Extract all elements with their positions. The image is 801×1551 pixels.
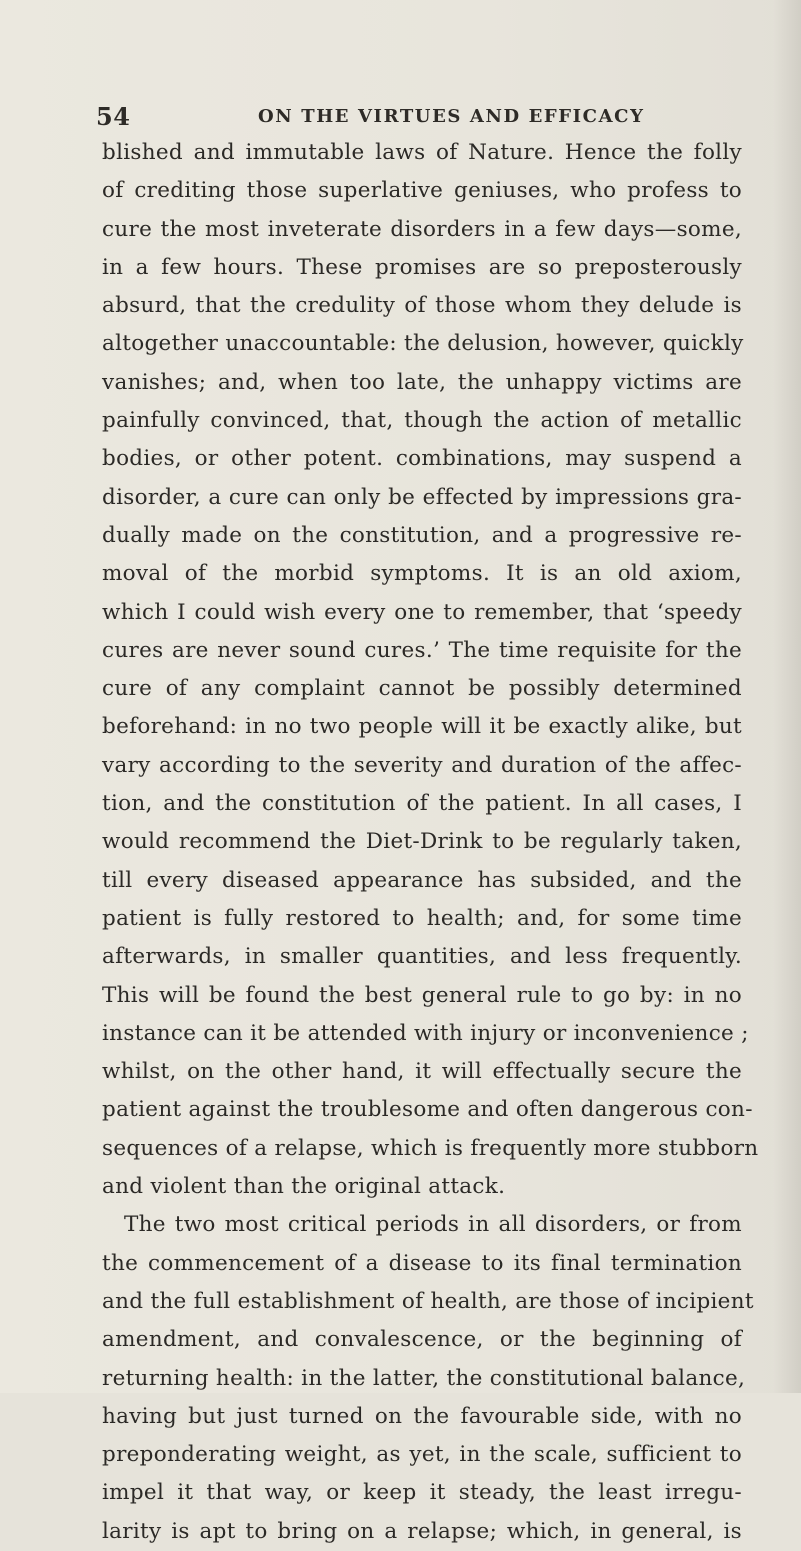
text-line: beforehand: in no two people will it be exactly alike, but — [102, 714, 742, 740]
text-line: cures are never sound cures.’ The time requisite for the — [102, 637, 742, 663]
text-line: the commencement of a disease to its final termination — [102, 1250, 742, 1276]
text-line: having but just turned on the favourable side, with no — [102, 1403, 742, 1429]
text-line: afterwards, in smaller quantities, and less frequently. — [102, 944, 742, 970]
text-line: patient against the troublesome and often dangerous con- — [102, 1097, 753, 1123]
text-line: This will be found the best general rule to go by: in no — [102, 982, 742, 1008]
text-line: tion, and the constitution of the patient. In all cases, I — [102, 791, 742, 817]
text-line: which I could wish every one to remember, that ‘speedy — [102, 599, 742, 625]
text-line: and the full establishment of health, are those of incipient — [102, 1288, 754, 1314]
text-line: returning health: in the latter, the constitutional balance, — [102, 1365, 746, 1391]
text-line: cure of any complaint cannot be possibly determined — [102, 676, 742, 702]
text-line: vary according to the severity and duration of the affec- — [102, 752, 742, 778]
text-line: of crediting those superlative geniuses, who profess to — [102, 178, 742, 204]
text-line: disorder, a cure can only be effected by impressions gra- — [102, 484, 742, 510]
text-line: sequences of a relapse, which is frequently more stubborn — [102, 1135, 759, 1161]
paragraph-start-line: The two most critical periods in all disorders, or from — [124, 1212, 742, 1238]
text-line: blished and immutable laws of Nature. Hence the folly — [102, 140, 742, 165]
body-text — [102, 134, 759, 1551]
text-line: painfully convinced, that, though the action of metallic — [102, 408, 742, 434]
page-number: 54 — [96, 102, 131, 131]
page-header — [96, 102, 756, 132]
text-line: larity is apt to bring on a relapse; which, in general, is — [102, 1518, 742, 1544]
text-line: instance can it be attended with injury or inconvenience ; — [102, 1020, 749, 1046]
text-line: altogether unaccountable: the delusion, however, quickly — [102, 331, 744, 357]
text-line: amendment, and convalescence, or the beginning of — [102, 1327, 742, 1353]
text-line: dually made on the constitution, and a progressive re- — [102, 522, 742, 548]
text-line: vanishes; and, when too late, the unhappy victims are — [102, 369, 742, 395]
text-line: absurd, that the credulity of those whom they delude is — [102, 293, 742, 319]
text-line: patient is fully restored to health; and, for some time — [102, 905, 742, 931]
text-line: preponderating weight, as yet, in the scale, sufficient to — [102, 1442, 742, 1468]
text-line: impel it that way, or keep it steady, the least irregu- — [102, 1480, 742, 1506]
page-edge-shadow — [773, 0, 801, 1393]
text-line: in a few hours. These promises are so preposterously — [102, 254, 742, 280]
text-line: whilst, on the other hand, it will effectually secure the — [102, 1059, 742, 1085]
text-line: till every diseased appearance has subsided, and the — [102, 867, 742, 893]
paragraph-end-line: and violent than the original attack. — [102, 1174, 506, 1200]
text-line: moval of the morbid symptoms. It is an old axiom, — [102, 561, 742, 587]
running-head: ON THE VIRTUES AND EFFICACY — [258, 106, 645, 127]
text-line: bodies, or other potent. combinations, may suspend a — [102, 446, 742, 472]
text-line: would recommend the Diet-Drink to be regularly taken, — [102, 829, 742, 855]
text-line: cure the most inveterate disorders in a few days—some, — [102, 216, 742, 242]
